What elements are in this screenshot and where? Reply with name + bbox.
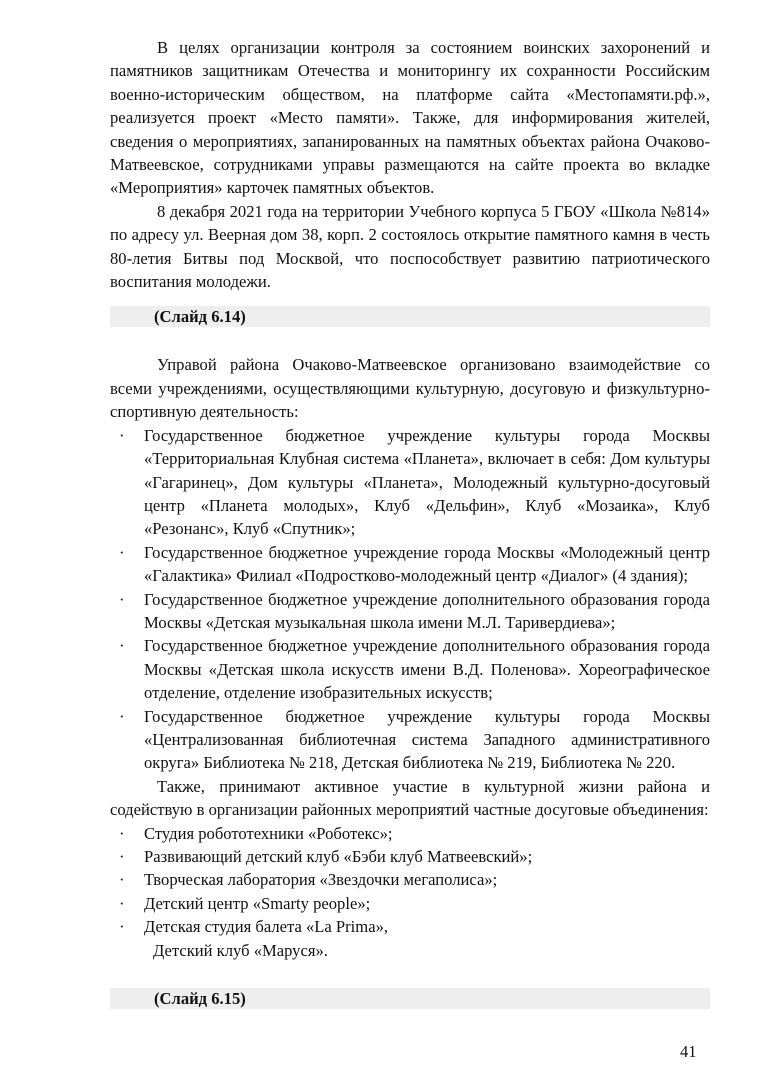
list-item-text: Государственное бюджетное учреждение дополнительного образования города Москвы «Детская школа искусств имени В.Д. Поленова». Хореографическое отделение, отделение изобразительных искусств; <box>144 636 710 703</box>
bullet-icon: · <box>119 823 125 843</box>
list-item-text: Творческая лаборатория «Звездочки мегаполиса»; <box>144 870 498 890</box>
list-item <box>110 541 710 588</box>
list-item <box>110 588 710 635</box>
bullet-icon: · <box>119 542 125 562</box>
paragraph-memorial-stone: 8 декабря 2021 года на территории Учебного корпуса 5 ГБОУ «Школа №814» по адресу ул. Веерная дом 38, корп. 2 состоялось открытие памятного камня в честь 80-летия Битвы под Москвой, что поспособствует развитию патриотического воспитания молодежи. <box>110 201 710 292</box>
list-item <box>110 705 710 775</box>
list-item <box>110 868 710 891</box>
bullet-icon: · <box>119 589 125 609</box>
list-continuation-text: Детский клуб «Маруся». <box>153 940 328 960</box>
bullet-icon: · <box>119 706 125 726</box>
bullet-icon: · <box>119 636 125 656</box>
paragraph-private-organizations: Также, принимают активное участие в культурной жизни района и содействую в организации районных мероприятий частные досуговые объединения: <box>110 776 710 820</box>
bullet-icon: · <box>119 870 125 890</box>
paragraph-cultural-institutions: Управой района Очаково-Матвеевское организовано взаимодействие со всеми учреждениями, осуществляющими культурную, досуговую и физкультурно-спортивную деятельность: <box>110 355 710 422</box>
list-item-text: Детский центр «Smarty people»; <box>144 893 371 913</box>
list-item-text: Государственное бюджетное учреждение города Москвы «Молодежный центр «Галактика» Филиал «Подростково-молодежный центр «Диалог» (4 здания); <box>144 542 710 586</box>
spacer <box>110 293 710 306</box>
list-item <box>110 424 710 541</box>
slide-heading-6-14: (Слайд 6.14) <box>110 306 710 327</box>
list-item <box>110 892 710 915</box>
list-item <box>110 822 710 845</box>
list-item <box>110 634 710 704</box>
list-item <box>110 845 710 868</box>
page-number: 41 <box>680 1042 697 1061</box>
list-item <box>110 915 710 938</box>
institutions-list <box>110 424 710 775</box>
paragraph-memory-project: В целях организации контроля за состоянием воинских захоронений и памятников защитникам Отечества и мониторингу их сохранности Российским военно-историческим обществом, на платформе сайта «Местопамяти.рф.», реализуется проект «Место памяти». Также, для информирования жителей, сведения о мероприятиях, запанированных на памятных объектах района Очаково-Матвеевское, сотрудниками управы размещаются на сайте проекта во вкладке «Мероприятия» карточек памятных объектов. <box>110 38 710 198</box>
private-organizations-list <box>110 822 710 939</box>
slide-heading-6-15: (Слайд 6.15) <box>110 988 710 1009</box>
list-item-text: Государственное бюджетное учреждение дополнительного образования города Москвы «Детская музыкальная школа имени М.Л. Таривердиева»; <box>144 589 710 632</box>
list-item-text: Государственное бюджетное учреждение культуры города Москвы «Территориальная Клубная система «Планета», включает в себя: Дом культуры «Гагаринец», Дом культуры «Планета», Молодежный культурно-досуговый центр «Планета молодых», Клуб «Дельфин», Клуб «Мозаика», Клуб «Резонанс», Клуб «Спутник»; <box>144 425 710 539</box>
bullet-icon: · <box>119 917 125 937</box>
document-page <box>110 36 710 1009</box>
bullet-icon: · <box>119 893 125 913</box>
spacer <box>110 962 710 988</box>
list-item-text: Студия робототехники «Роботекс»; <box>144 823 393 843</box>
list-item-text: Государственное бюджетное учреждение культуры города Москвы «Централизованная библиотечная система Западного административного округа» Библиотека № 218, Детская библиотека № 219, Библиотека № 220. <box>144 706 710 773</box>
bullet-icon: · <box>119 425 125 445</box>
list-item-text: Детская студия балета «La Prima», <box>144 917 389 937</box>
bullet-icon: · <box>119 847 125 866</box>
list-item-text: Развивающий детский клуб «Бэби клуб Матвеевский»; <box>144 847 533 866</box>
spacer <box>110 327 710 353</box>
